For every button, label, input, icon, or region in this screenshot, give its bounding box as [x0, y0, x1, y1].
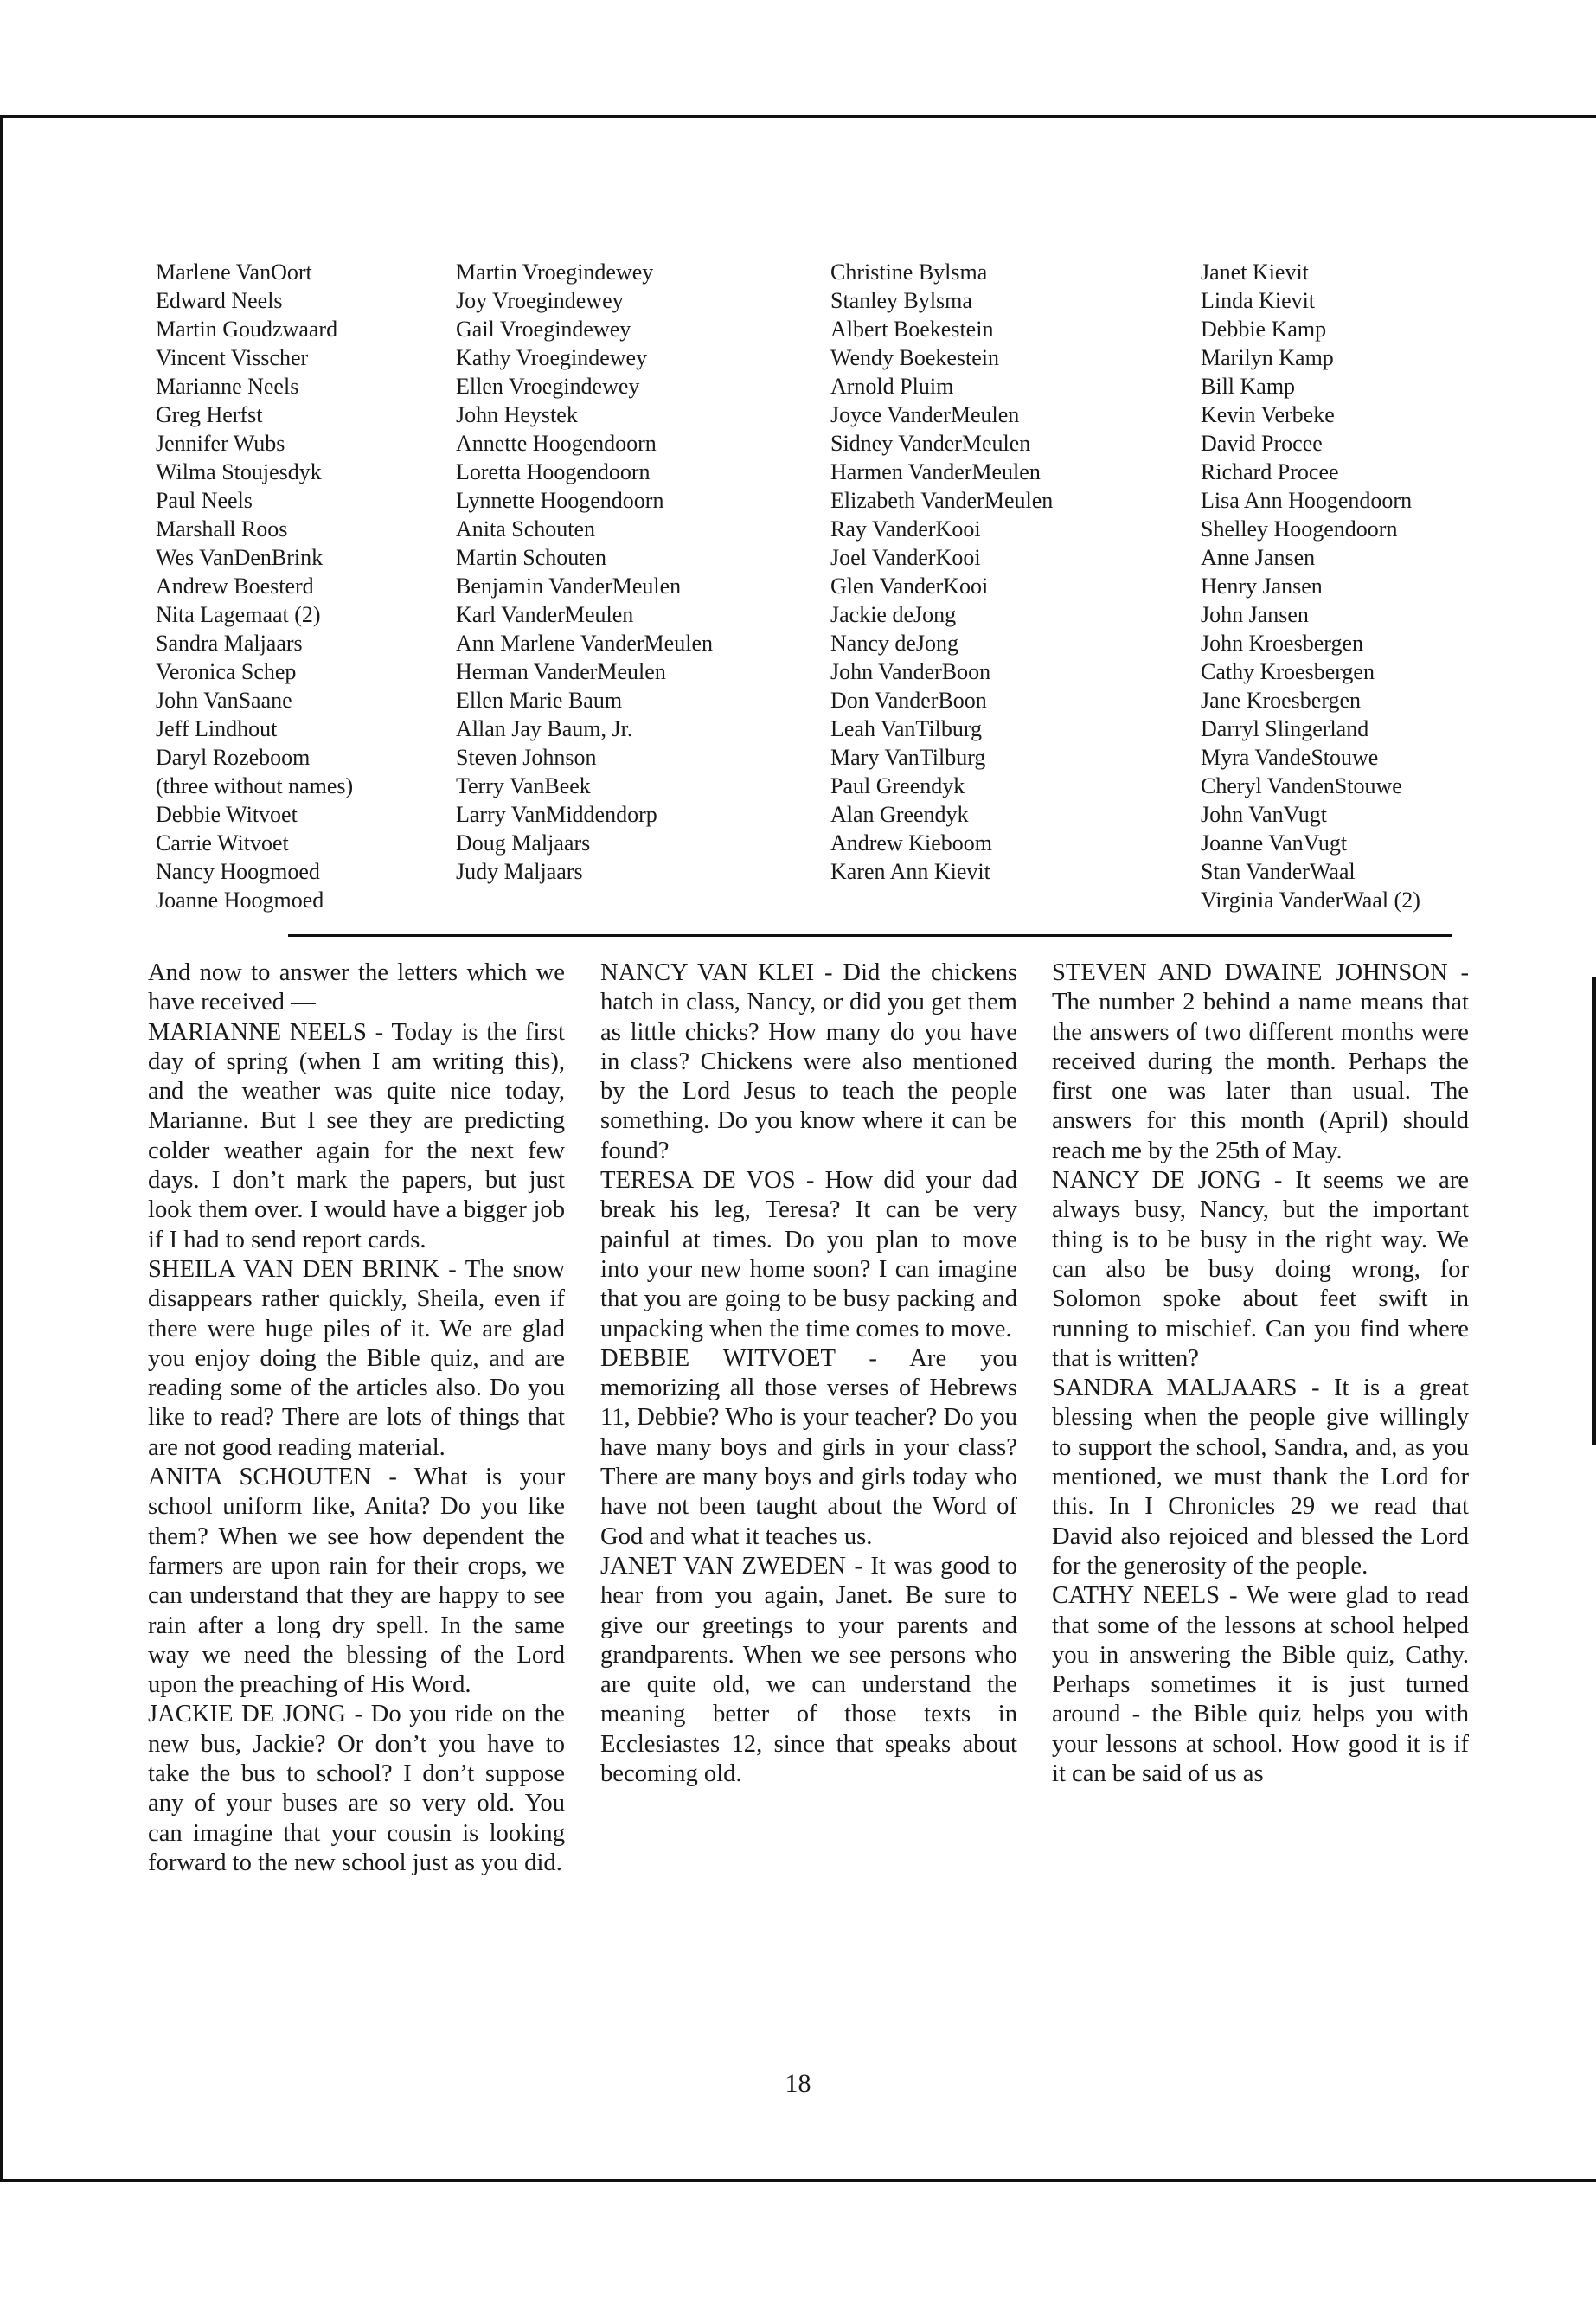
name-entry: Virginia VanderWaal (2): [1201, 888, 1420, 913]
section-divider: [288, 934, 1452, 937]
name-entry: Jeff Lindhout: [156, 716, 278, 741]
name-entry: John VanSaane: [156, 688, 292, 713]
letter-marianne-neels: MARIANNE NEELS - Today is the first day of spring (when I am writing this), and the weather was quite nice today, Marianne. But I see they are predicting colder weather again for the next few days. I don’t mark the papers, but just look them over. I would have a bigger job if I had to send report cards.: [148, 1018, 565, 1253]
name-entry: Paul Neels: [156, 488, 253, 513]
name-entry: Richard Procee: [1201, 459, 1339, 484]
page-number: 18: [785, 2069, 811, 2098]
name-entry: Shelley Hoogendoorn: [1201, 516, 1398, 542]
name-entry: Wendy Boekestein: [830, 345, 1000, 370]
name-entry: Christine Bylsma: [830, 260, 988, 285]
name-entry: Joyce VanderMeulen: [830, 402, 1020, 427]
name-entry: Linda Kievit: [1201, 288, 1316, 313]
name-entry: Debbie Kamp: [1201, 317, 1327, 342]
name-entry: David Procee: [1201, 431, 1323, 456]
name-entry: Terry VanBeek: [456, 773, 591, 798]
name-entry: Wilma Stoujesdyk: [156, 459, 322, 484]
name-entry: Joel VanderKooi: [830, 545, 981, 570]
name-entry: Ann Marlene VanderMeulen: [456, 631, 713, 656]
letter-cathy-neels: CATHY NEELS - We were glad to read that some of the lessons at school helped you in answering the Bible quiz, Cathy. Perhaps sometimes it is just turned around - the Bible quiz helps you with your lessons at school. How good it is if it can be said of us as: [1052, 1582, 1469, 1788]
name-entry: Carrie Witvoet: [156, 830, 289, 856]
name-entry: Judy Maljaars: [456, 859, 583, 884]
name-entry: Don VanderBoon: [830, 688, 987, 713]
name-entry: Vincent Visscher: [156, 345, 309, 370]
letter-steven-and-dwaine-johnson: STEVEN AND DWAINE JOHNSON - The number 2 behind a name means that the answers of two different months were received during the month. Perhaps the first one was later than usual. The answers for this month (April) should reach me by the 25th of May.: [1052, 959, 1469, 1164]
name-entry: Darryl Slingerland: [1201, 716, 1369, 741]
name-entry: Nita Lagemaat (2): [156, 602, 321, 627]
names-column-1: [156, 258, 353, 914]
name-entry: Ray VanderKooi: [830, 516, 981, 542]
name-entry: Loretta Hoogendoorn: [456, 459, 651, 484]
name-entry: Daryl Rozeboom: [156, 745, 311, 770]
page-right-edge-mark: [1592, 977, 1596, 1445]
name-entry: Kathy Vroegindewey: [456, 345, 648, 370]
name-entry: Lisa Ann Hoogendoorn: [1201, 488, 1413, 513]
page-bottom-rule: [0, 2179, 1596, 2182]
name-entry: Larry VanMiddendorp: [456, 802, 657, 827]
name-entry: Anita Schouten: [456, 516, 596, 542]
name-entry: Kevin Verbeke: [1201, 402, 1335, 427]
name-entry: Janet Kievit: [1201, 260, 1309, 285]
letters-column-3: [1052, 958, 1469, 2048]
name-entry: Cathy Kroesbergen: [1201, 659, 1375, 684]
name-entry: Karen Ann Kievit: [830, 859, 990, 884]
name-entry: Annette Hoogendoorn: [456, 431, 657, 456]
names-column-2: [456, 258, 713, 886]
name-entry: Jane Kroesbergen: [1201, 688, 1362, 713]
name-entry: Karl VanderMeulen: [456, 602, 634, 627]
name-entry: Marlene VanOort: [156, 260, 312, 285]
name-entry: (three without names): [156, 773, 354, 798]
name-entry: Sidney VanderMeulen: [830, 431, 1031, 456]
name-entry: Cheryl VandenStouwe: [1201, 773, 1402, 798]
name-entry: Andrew Kieboom: [830, 830, 993, 856]
name-entry: Arnold Pluim: [830, 374, 954, 399]
name-entry: Albert Boekestein: [830, 317, 994, 342]
letter-janet-van-zweden: JANET VAN ZWEDEN - It was good to hear from you again, Janet. Be sure to give our greetings to your parents and grandparents. When we see persons who are quite old, we can understand the meaning better of those texts in Ecclesiastes 12, since that speaks about becoming old.: [600, 1552, 1017, 1788]
name-entry: Martin Schouten: [456, 545, 607, 570]
name-entry: John Kroesbergen: [1201, 631, 1363, 656]
name-entry: Andrew Boesterd: [156, 574, 314, 599]
name-entry: Paul Greendyk: [830, 773, 965, 798]
name-entry: Sandra Maljaars: [156, 631, 303, 656]
name-entry: Jennifer Wubs: [156, 431, 285, 456]
name-entry: Joanne Hoogmoed: [156, 888, 324, 913]
name-entry: Myra VandeStouwe: [1201, 745, 1379, 770]
letters-intro: And now to answer the letters which we have received —: [148, 959, 565, 1016]
name-entry: Veronica Schep: [156, 659, 297, 684]
letter-nancy-de-jong: NANCY DE JONG - It seems we are always busy, Nancy, but the important thing is to be busy in the right way. We can also be busy doing wrong, for Solomon spoke about feet swift in running to mischief. Can you find where that is written?: [1052, 1167, 1469, 1372]
name-entry: Nancy deJong: [830, 631, 959, 656]
name-entry: Harmen VanderMeulen: [830, 459, 1041, 484]
name-entry: Joanne VanVugt: [1201, 830, 1348, 856]
name-entry: Anne Jansen: [1201, 545, 1316, 570]
name-entry: Elizabeth VanderMeulen: [830, 488, 1054, 513]
name-entry: Glen VanderKooi: [830, 574, 989, 599]
name-entry: John VanderBoon: [830, 659, 991, 684]
name-entry: Marilyn Kamp: [1201, 345, 1334, 370]
letter-sandra-maljaars: SANDRA MALJAARS - It is a great blessing when the people give willingly to support the school, Sandra, and, as you mentioned, we must thank the Lord for this. In I Chronicles 29 we read that David also rejoiced and blessed the Lord for the generosity of the people.: [1052, 1375, 1469, 1580]
name-entry: Benjamin VanderMeulen: [456, 574, 682, 599]
name-entry: Martin Vroegindewey: [456, 260, 654, 285]
name-entry: John VanVugt: [1201, 802, 1328, 827]
name-entry: Stan VanderWaal: [1201, 859, 1356, 884]
letter-sheila-van-den-brink: SHEILA VAN DEN BRINK - The snow disappears rather quickly, Sheila, even if there were huge piles of it. We are glad you enjoy doing the Bible quiz, and are reading some of the articles also. Do you like to read? There are lots of things that are not good reading material.: [148, 1255, 565, 1461]
name-entry: Stanley Bylsma: [830, 288, 972, 313]
name-entry: Martin Goudzwaard: [156, 317, 338, 342]
name-entry: Marianne Neels: [156, 374, 299, 399]
name-entry: Joy Vroegindewey: [456, 288, 624, 313]
letter-jackie-de-jong: JACKIE DE JONG - Do you ride on the new bus, Jackie? Or don’t you have to take the bus to school? I don’t suppose any of your buses are so very old. You can imagine that your cousin is looking forward to the new school just as you did.: [148, 1701, 565, 1876]
name-entry: John Heystek: [456, 402, 578, 427]
name-entry: Greg Herfst: [156, 402, 263, 427]
name-entry: Leah VanTilburg: [830, 716, 983, 741]
name-entry: Steven Johnson: [456, 745, 597, 770]
name-entry: Wes VanDenBrink: [156, 545, 324, 570]
name-entry: Bill Kamp: [1201, 374, 1296, 399]
name-entry: Herman VanderMeulen: [456, 659, 666, 684]
name-entry: Marshall Roos: [156, 516, 288, 542]
letter-teresa-de-vos: TERESA DE VOS - How did your dad break his leg, Teresa? It can be very painful at times. Do you plan to move into your new home soon? I can imagine that you are going to be busy packing and unpacking when the time comes to move.: [600, 1167, 1017, 1343]
name-entry: Edward Neels: [156, 288, 283, 313]
name-entry: Mary VanTilburg: [830, 745, 986, 770]
letter-debbie-witvoet: DEBBIE WITVOET - Are you memorizing all those verses of Hebrews 11, Debbie? Who is your teacher? Do you have many boys and girls in your class? There are many boys and girls today who have not been taught about the Word of God and what it teaches us.: [600, 1344, 1017, 1550]
name-entry: Doug Maljaars: [456, 830, 591, 856]
page-left-edge: [0, 115, 3, 2179]
name-entry: Ellen Marie Baum: [456, 688, 623, 713]
name-entry: Debbie Witvoet: [156, 802, 298, 827]
letter-anita-schouten: ANITA SCHOUTEN - What is your school uniform like, Anita? Do you like them? When we see how dependent the farmers are upon rain for their crops, we can understand that they are happy to see rain after a long dry spell. In the same way we need the blessing of the Lord upon the preaching of His Word.: [148, 1464, 565, 1699]
name-entry: John Jansen: [1201, 602, 1309, 627]
name-entry: Nancy Hoogmoed: [156, 859, 320, 884]
letters-column-2: [600, 958, 1017, 2048]
letter-nancy-van-klei: NANCY VAN KLEI - Did the chickens hatch in class, Nancy, or did you get them as little chicks? How many do you have in class? Chickens were also mentioned by the Lord Jesus to teach the people something. Do you know where it can be found?: [600, 959, 1017, 1164]
page-top-rule: [0, 115, 1596, 118]
name-entry: Alan Greendyk: [830, 802, 969, 827]
name-entry: Henry Jansen: [1201, 574, 1323, 599]
names-column-3: [830, 258, 1053, 886]
names-column-4: [1201, 258, 1420, 914]
name-entry: Allan Jay Baum, Jr.: [456, 716, 633, 741]
name-entry: Lynnette Hoogendoorn: [456, 488, 664, 513]
name-entry: Gail Vroegindewey: [456, 317, 631, 342]
letters-column-1: [148, 958, 565, 2048]
name-entry: Jackie deJong: [830, 602, 957, 627]
name-entry: Ellen Vroegindewey: [456, 374, 640, 399]
